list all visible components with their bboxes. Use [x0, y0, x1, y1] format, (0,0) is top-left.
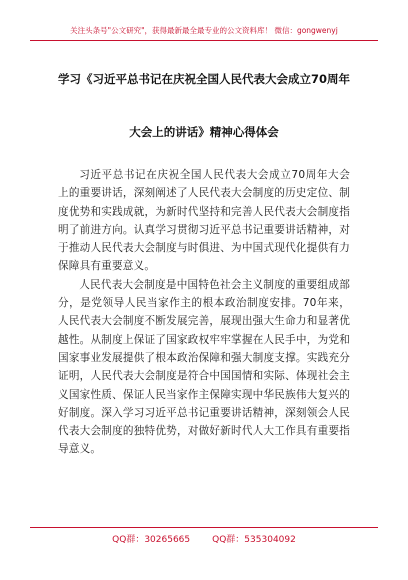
footer-qq-group-2: QQ群：535304092: [212, 535, 296, 545]
header-divider: [30, 40, 378, 41]
footer-qq-group-1: QQ群：30265665: [112, 535, 191, 545]
footer: [0, 532, 408, 545]
document-title-line-2: 大会上的讲话》精神心得体会: [129, 125, 279, 139]
document-title-line-1: 学习《习近平总书记在庆祝全国人民代表大会成立70周年: [57, 72, 350, 86]
body-paragraph-2: 人民代表大会制度是中国特色社会主义制度的重要组成部分，是党领导人民当家作主的根本政治制度安排。70年来，人民代表大会制度不断发展完善，展现出强大生命力和显著优越性。从制度上保证了国家政权牢牢掌握在人民手中，为党和国家事业发展提供了根本政治保障和强大制度支撑。实践充分证明，人民代表大会制度是符合中国国情和实际、体现社会主义国家性质、保证人民当家作主保障实现中华民族伟大复兴的好制度。深入学习习近平总书记重要讲话精神，深刻领会人民代表大会制度的独特优势，对做好新时代人大工作具有重要指导意义。: [58, 278, 350, 456]
header-banner: 关注头条号"公文研究"，获得最新最全最专业的公文资料库！ 微信：gongwenyj: [70, 26, 338, 35]
body-paragraph-1: 习近平总书记在庆祝全国人民代表大会成立70周年大会上的重要讲话，深刻阐述了人民代表大会制度的历史定位、制度优势和实践成就，为新时代坚持和完善人民代表大会制度指明了前进方向。认真学习贯彻习近平总书记重要讲话精神，对于推动人民代表大会制度与时俱进、为中国式现代化提供有力保障具有重要意义。: [58, 169, 350, 273]
footer-divider: [30, 527, 378, 528]
document-body: [58, 166, 350, 459]
